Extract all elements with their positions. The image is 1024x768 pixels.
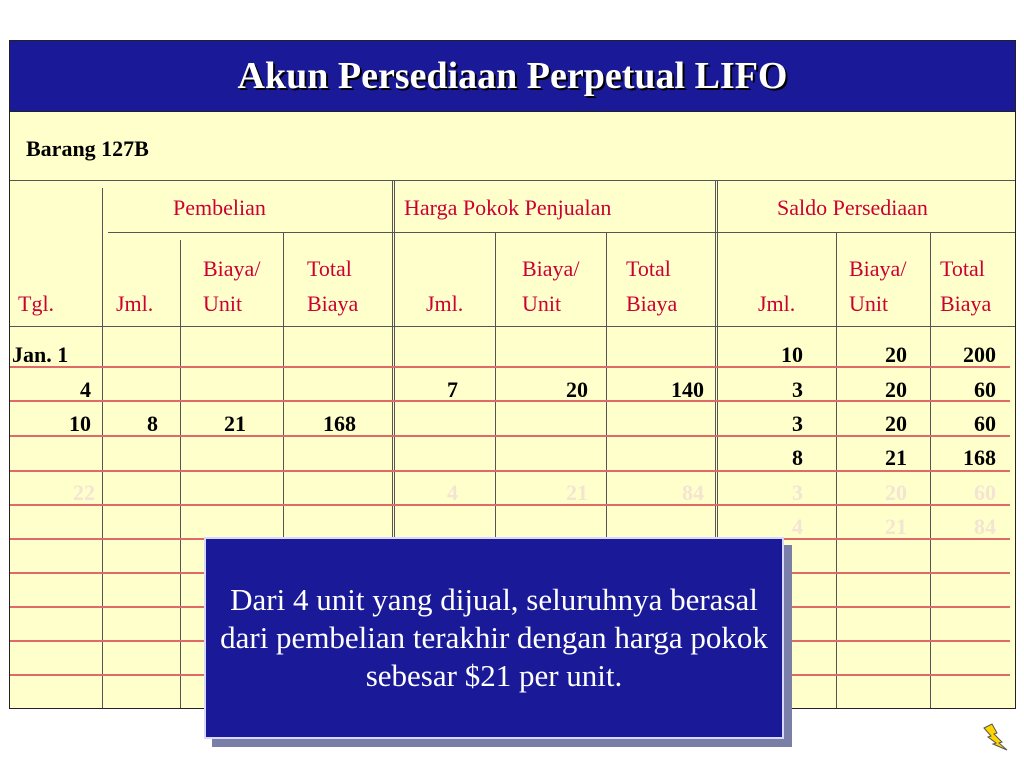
cell-date: 10 xyxy=(69,411,91,436)
cell-balance-unit-cost: 20 xyxy=(885,480,907,505)
col-header-unit-cost: Unit xyxy=(849,291,889,316)
col-header-jml: Jml. xyxy=(426,291,464,316)
col-header-unit-cost: Biaya/ xyxy=(203,256,261,281)
group-header-purchases: Pembelian xyxy=(173,195,266,220)
cell-balance-unit-cost: 21 xyxy=(885,445,907,470)
group-header-rule xyxy=(108,232,1015,233)
cell-balance-qty: 8 xyxy=(792,445,803,470)
cell-balance-qty: 3 xyxy=(792,377,803,402)
col-header-total-cost: Biaya xyxy=(940,291,992,316)
cell-purchase-unit-cost: 21 xyxy=(224,411,246,436)
cell-balance-qty: 3 xyxy=(792,411,803,436)
cell-cogs-qty: 7 xyxy=(447,377,458,402)
col-header-unit-cost: Biaya/ xyxy=(522,256,580,281)
header-bottom-rule xyxy=(10,326,1015,327)
cell-balance-total: 60 xyxy=(974,480,996,505)
cell-date: 22 xyxy=(73,480,95,505)
cell-purchase-qty: 8 xyxy=(147,411,158,436)
cell-balance-total: 200 xyxy=(963,342,996,367)
cell-date: 4 xyxy=(80,377,91,402)
col-header-unit-cost: Unit xyxy=(522,291,562,316)
cell-date: Jan. 1 xyxy=(12,342,69,367)
col-divider xyxy=(102,188,103,708)
cell-balance-total: 168 xyxy=(963,445,996,470)
cell-balance-unit-cost: 20 xyxy=(885,411,907,436)
col-divider xyxy=(180,240,181,708)
cell-balance-unit-cost: 21 xyxy=(885,514,907,539)
cell-balance-qty: 10 xyxy=(781,342,803,367)
callout-text: Dari 4 unit yang dijual, seluruhnya berasal dari pembelian terakhir dengan harga pokok sebesar $21 per unit. xyxy=(220,582,768,693)
cell-purchase-total: 168 xyxy=(323,411,356,436)
col-header-jml: Jml. xyxy=(116,291,154,316)
col-header-total-cost: Biaya xyxy=(626,291,678,316)
cell-balance-unit-cost: 20 xyxy=(885,342,907,367)
item-label: Barang 127B xyxy=(26,136,149,161)
cell-cogs-total: 84 xyxy=(682,480,704,505)
cell-cogs-unit-cost: 21 xyxy=(566,480,588,505)
cell-cogs-qty: 4 xyxy=(447,480,458,505)
cell-balance-total: 60 xyxy=(974,411,996,436)
col-header-unit-cost: Unit xyxy=(203,291,243,316)
lightning-bolt-icon[interactable] xyxy=(980,722,1010,752)
cell-balance-unit-cost: 20 xyxy=(885,377,907,402)
group-header-balance: Saldo Persediaan xyxy=(777,195,928,220)
col-header-total-cost: Biaya xyxy=(307,291,359,316)
header-top-rule xyxy=(10,180,1015,181)
cell-cogs-total: 140 xyxy=(671,377,704,402)
col-header-total-cost: Total xyxy=(940,256,985,281)
explanation-callout xyxy=(204,537,784,739)
cell-cogs-unit-cost: 20 xyxy=(566,377,588,402)
col-header-total-cost: Total xyxy=(626,256,671,281)
cell-balance-total: 60 xyxy=(974,377,996,402)
page-title: Akun Persediaan Perpetual LIFO xyxy=(237,55,788,97)
cell-balance-qty: 3 xyxy=(792,480,803,505)
title-bar xyxy=(9,40,1016,112)
col-header-total-cost: Total xyxy=(307,256,352,281)
cell-balance-qty: 4 xyxy=(792,514,803,539)
group-header-cogs: Harga Pokok Penjualan xyxy=(404,195,612,220)
col-header-tgl: Tgl. xyxy=(18,291,55,316)
col-header-unit-cost: Biaya/ xyxy=(849,256,907,281)
cell-balance-total: 84 xyxy=(974,514,996,539)
col-header-jml: Jml. xyxy=(758,291,796,316)
